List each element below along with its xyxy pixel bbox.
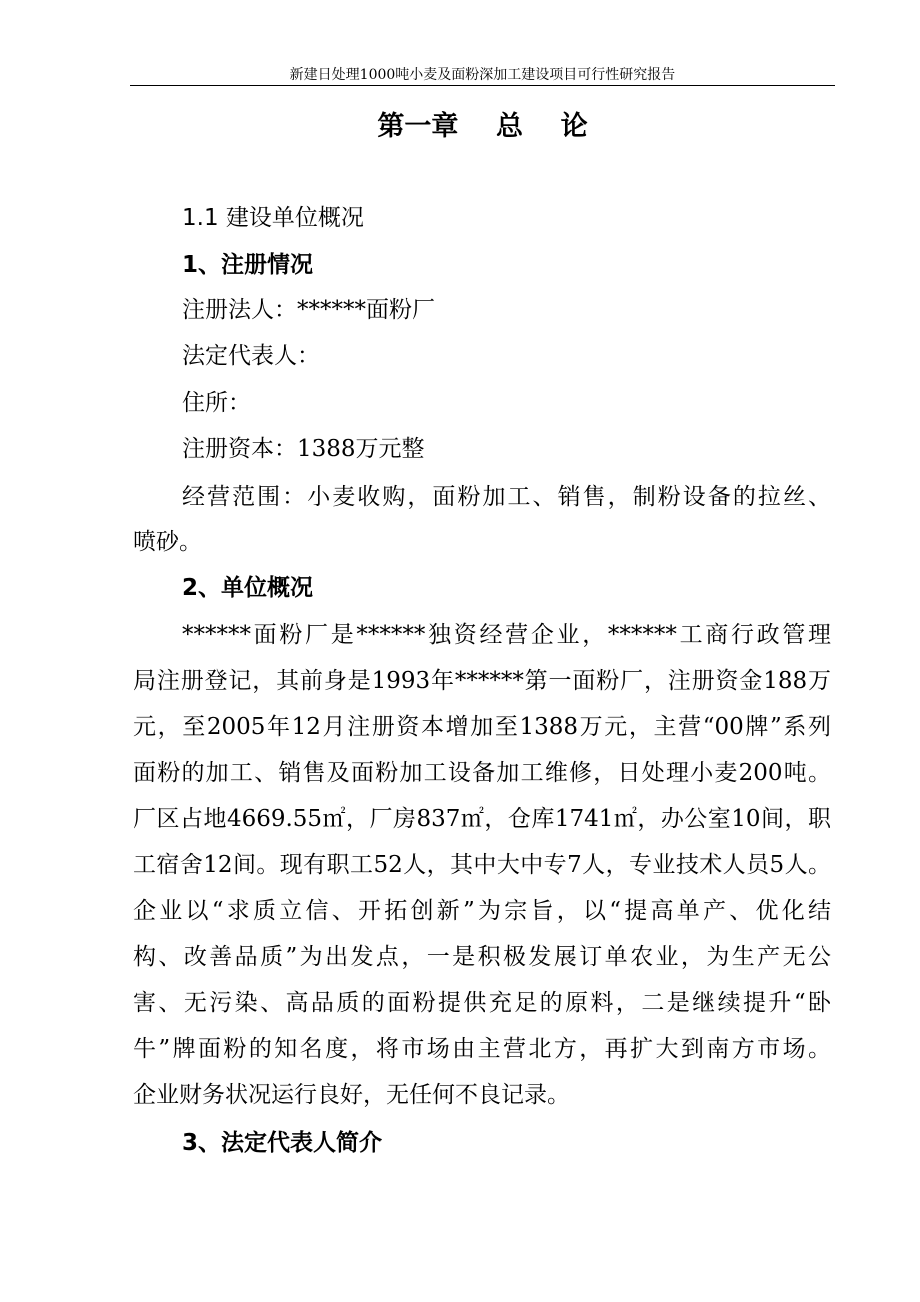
overview-paragraph-line: 企业以“求质立信、开拓创新”为宗旨，以“提高单产、优化结 bbox=[133, 898, 831, 924]
business-scope-line-1: 经营范围：小麦收购，面粉加工、销售，制粉设备的拉丝、 bbox=[182, 484, 831, 510]
overview-paragraph-line: 厂区占地4669.55㎡，厂房837㎡，仓库1741㎡，办公室10间，职 bbox=[133, 806, 831, 832]
subsection-heading-registration: 1、注册情况 bbox=[182, 252, 314, 278]
registered-capital: 注册资本：1388万元整 bbox=[182, 436, 425, 462]
header-rule bbox=[130, 85, 835, 86]
overview-paragraph-line: 面粉的加工、销售及面粉加工设备加工维修，日处理小麦200吨。 bbox=[133, 760, 831, 786]
overview-paragraph-line: 牛”牌面粉的知名度，将市场由主营北方，再扩大到南方市场。 bbox=[133, 1036, 831, 1062]
overview-paragraph-line: 害、无污染、高品质的面粉提供充足的原料，二是继续提升“卧 bbox=[133, 990, 831, 1016]
legal-representative: 法定代表人： bbox=[182, 343, 320, 369]
section-heading-1-1: 1.1 建设单位概况 bbox=[182, 205, 364, 231]
overview-paragraph-line: ******面粉厂是******独资经营企业，******工商行政管理 bbox=[182, 622, 831, 648]
overview-paragraph-line: 构、改善品质”为出发点，一是积极发展订单农业，为生产无公 bbox=[133, 944, 831, 970]
registered-legal-entity: 注册法人：******面粉厂 bbox=[182, 297, 435, 323]
overview-paragraph-line: 工宿舍12间。现有职工52人，其中大中专7人，专业技术人员5人。 bbox=[133, 852, 831, 878]
subsection-heading-overview: 2、单位概况 bbox=[182, 575, 314, 601]
subsection-heading-legal-rep-profile: 3、法定代表人简介 bbox=[182, 1130, 383, 1156]
chapter-title: 第一章 总 论 bbox=[377, 111, 588, 142]
running-header: 新建日处理1000吨小麦及面粉深加工建设项目可行性研究报告 bbox=[289, 67, 676, 83]
overview-paragraph-line: 局注册登记，其前身是1993年******第一面粉厂，注册资金188万 bbox=[133, 668, 831, 694]
business-scope-line-2: 喷砂。 bbox=[133, 529, 202, 555]
address: 住所： bbox=[182, 390, 251, 416]
overview-paragraph-line: 企业财务状况运行良好，无任何不良记录。 bbox=[133, 1082, 570, 1108]
overview-paragraph-line: 元，至2005年12月注册资本增加至1388万元，主营“00牌”系列 bbox=[133, 714, 831, 740]
